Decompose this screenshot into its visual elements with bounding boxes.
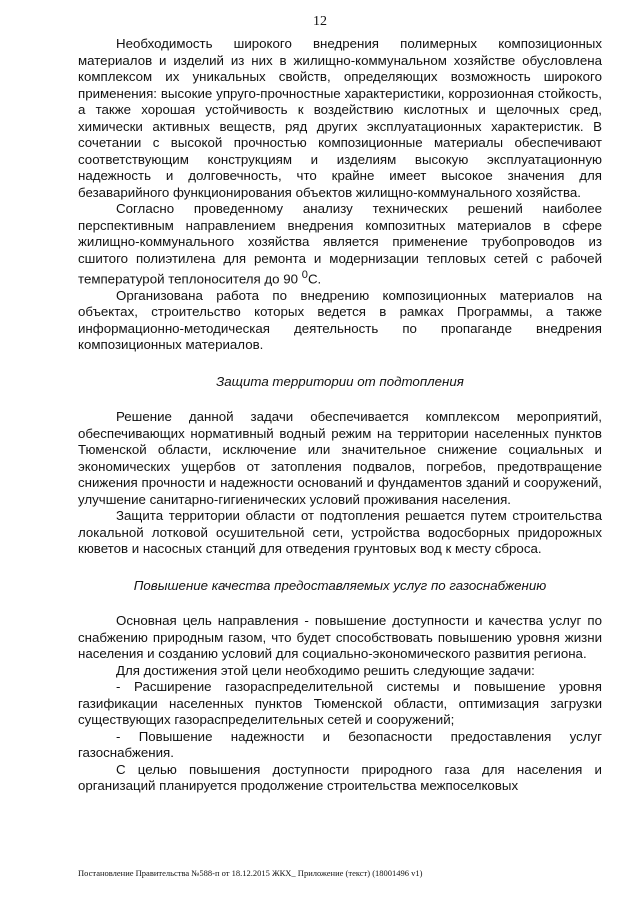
paragraph: [78, 201, 602, 288]
section-heading: Повышение качества предоставляемых услуг по газоснабжению: [133, 577, 547, 593]
paragraph-text: Согласно проведенному анализу технических решений наиболее перспективным направлением внедрения композитных материалов в сфере жилищно-коммунального хозяйства является применение трубопроводов из сшитого полиэтилена для ремонта и модернизации тепловых сетей с рабочей температурой теплоносителя до 90: [78, 201, 602, 287]
page-content: [78, 36, 602, 795]
document-footer: Постановление Правительства №588-п от 18.12.2015 ЖКХ_ Приложение (текст) (18001496 v1): [78, 868, 423, 878]
paragraph: Основная цель направления - повышение доступности и качества услуг по снабжению природным газом, что будет способствовать повышению уровня жизни населения и созданию условий для социально-экономического развития региона.: [78, 613, 602, 662]
paragraph: Для достижения этой цели необходимо решить следующие задачи:: [116, 662, 535, 678]
page-number: 12: [313, 14, 327, 29]
list-item: - Расширение газораспределительной системы и повышение уровня газификации населенных пунктов Тюменской области, оптимизация загрузки существующих газораспределительных сетей и сооружений;: [78, 679, 602, 728]
paragraph: Необходимость широкого внедрения полимерных композиционных материалов и изделий из них в жилищно-коммунальном хозяйстве обусловлена комплексом их уникальных свойств, определяющих возможность широкого применения: высокие упруго-прочностные характеристики, коррозионная стойкость, а также хорошая устойчивость к воздействию кислотных и щелочных сред, химически активных веществ, ряд других эксплуатационных характеристик. В сочетании с высокой прочностью композиционные материалы обеспечивают соответствующим конструкциям и изделиям высокую эксплуатационную надежность и долговечность, что крайне имеет высокое значения для безаварийного функционирования объектов жилищно-коммунального хозяйства.: [78, 36, 602, 200]
paragraph: Защита территории области от подтопления решается путем строительства локальной лотковой осушительной сети, устройства водосборных придорожных кюветов и насосных станций для отведения грунтовых вод к месту сброса.: [78, 508, 602, 557]
section-heading: Защита территории от подтопления: [216, 373, 464, 389]
paragraph: С целью повышения доступности природного газа для населения и организаций планируется продолжение строительства межпоселковых: [78, 761, 602, 794]
degree-unit: С.: [307, 271, 322, 287]
paragraph: Решение данной задачи обеспечивается комплексом мероприятий, обеспечивающих нормативный водный режим на территории населенных пунктов Тюменской области, исключение или значительное снижение социальных и экономических ущербов от затопления подвалов, погребов, предотвращение снижения прочности и надежности оснований и фундаментов зданий и сооружений, улучшение санитарно-гигиенических условий проживания населения.: [78, 409, 602, 507]
list-item: - Повышение надежности и безопасности предоставления услуг газоснабжения.: [78, 728, 602, 761]
paragraph: Организована работа по внедрению композиционных материалов на объектах, строительство которых ведется в рамках Программы, а также информационно-методическая деятельность по пропаганде внедрения композиционных материалов.: [78, 287, 602, 353]
degree-superscript: 0: [301, 269, 308, 281]
